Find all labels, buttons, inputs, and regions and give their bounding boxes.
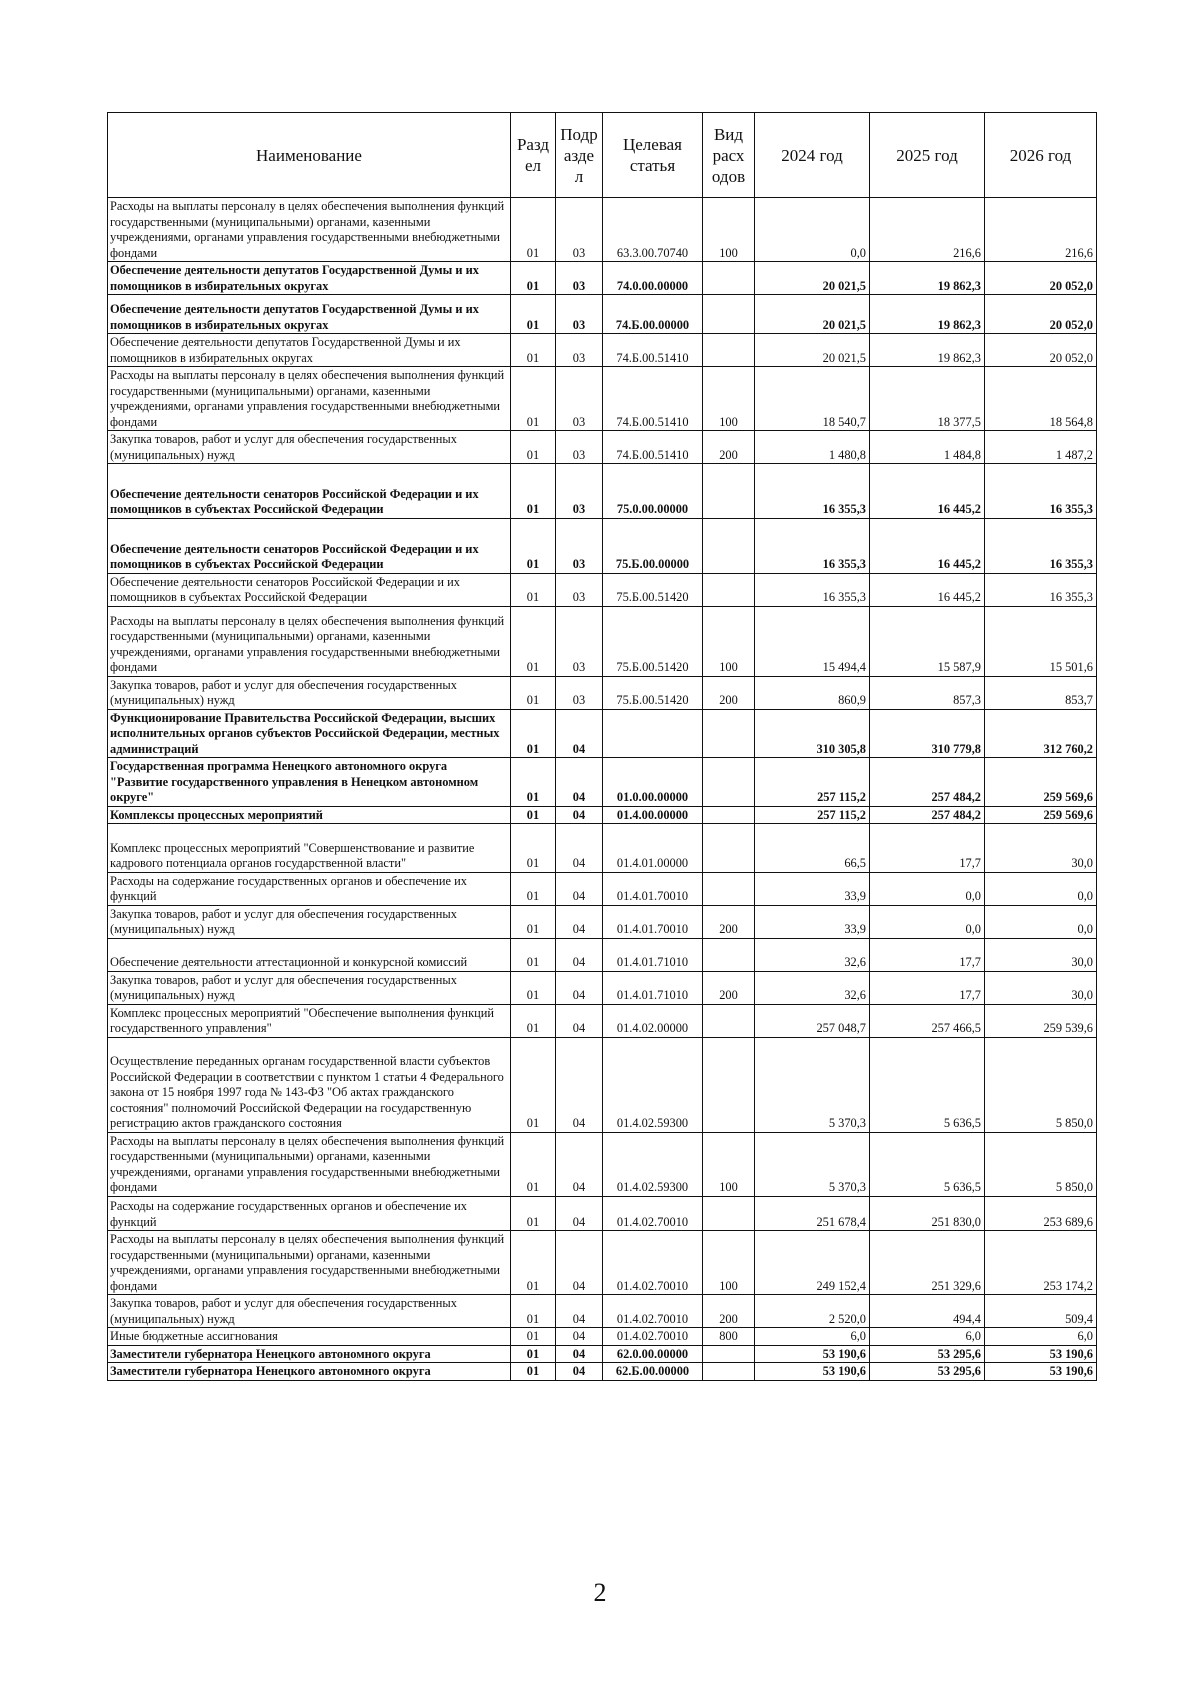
table-row [108,938,1097,971]
row-amount-2025-cell: 19 862,3 [870,334,985,367]
table-row [108,806,1097,824]
row-subsection-cell: 03 [556,573,603,606]
row-section-cell: 01 [511,676,556,709]
table-row [108,464,1097,519]
row-name-cell: Расходы на выплаты персоналу в целях обеспечения выполнения функций государственными (муниципальными) органами, казенными учреждениями, органами управления государственными внебюджетными фондами [108,367,511,431]
row-name-cell: Обеспечение деятельности сенаторов Российской Федерации и их помощников в субъектах Российской Федерации [108,518,511,573]
row-amount-2026-cell: 18 564,8 [985,367,1097,431]
row-section-cell: 01 [511,198,556,262]
row-amount-2026-cell: 216,6 [985,198,1097,262]
budget-table [107,112,1097,1381]
row-name-cell: Комплексы процессных мероприятий [108,806,511,824]
table-row [108,872,1097,905]
row-section-cell: 01 [511,1363,556,1381]
row-subsection-cell: 04 [556,971,603,1004]
row-subsection-cell: 04 [556,1037,603,1132]
header-year-2026: 2026 год [985,113,1097,198]
row-amount-2025-cell: 494,4 [870,1295,985,1328]
row-amount-2025-cell: 16 445,2 [870,518,985,573]
row-amount-2024-cell: 16 355,3 [755,464,870,519]
row-name-cell: Расходы на выплаты персоналу в целях обеспечения выполнения функций государственными (муниципальными) органами, казенными учреждениями, органами управления государственными внебюджетными фондами [108,198,511,262]
row-amount-2024-cell: 32,6 [755,938,870,971]
row-target-article-cell: 01.4.02.59300 [603,1132,703,1196]
header-year-2024: 2024 год [755,113,870,198]
row-amount-2024-cell: 249 152,4 [755,1231,870,1295]
row-amount-2025-cell: 257 466,5 [870,1004,985,1037]
row-target-article-cell: 75.Б.00.00000 [603,518,703,573]
row-name-cell: Закупка товаров, работ и услуг для обеспечения государственных (муниципальных) нужд [108,1295,511,1328]
row-amount-2025-cell: 18 377,5 [870,367,985,431]
row-amount-2025-cell: 257 484,2 [870,806,985,824]
row-amount-2026-cell: 853,7 [985,676,1097,709]
row-name-cell: Комплекс процессных мероприятий "Совершенствование и развитие кадрового потенциала органов государственной власти" [108,824,511,873]
row-amount-2025-cell: 857,3 [870,676,985,709]
table-row [108,573,1097,606]
row-amount-2024-cell: 6,0 [755,1328,870,1346]
row-name-cell: Обеспечение деятельности депутатов Государственной Думы и их помощников в избирательных округах [108,295,511,334]
row-name-cell: Обеспечение деятельности аттестационной и конкурсной комиссий [108,938,511,971]
row-amount-2025-cell: 310 779,8 [870,709,985,758]
table-row [108,1037,1097,1132]
row-section-cell: 01 [511,1345,556,1363]
row-target-article-cell: 62.Б.00.00000 [603,1363,703,1381]
row-name-cell: Комплекс процессных мероприятий "Обеспечение выполнения функций государственного управления" [108,1004,511,1037]
row-amount-2026-cell: 0,0 [985,872,1097,905]
row-target-article-cell: 74.Б.00.51410 [603,367,703,431]
header-subsection: Подр азде л [556,113,603,198]
row-expense-type-cell [703,262,755,295]
row-target-article-cell: 01.4.02.70010 [603,1328,703,1346]
row-amount-2025-cell: 53 295,6 [870,1345,985,1363]
row-amount-2026-cell: 30,0 [985,971,1097,1004]
row-expense-type-cell [703,1196,755,1231]
row-amount-2025-cell: 0,0 [870,872,985,905]
row-subsection-cell: 04 [556,1345,603,1363]
row-expense-type-cell: 100 [703,1132,755,1196]
row-expense-type-cell [703,295,755,334]
table-body [108,198,1097,1381]
row-expense-type-cell [703,334,755,367]
row-expense-type-cell [703,573,755,606]
row-name-cell: Осуществление переданных органам государственной власти субъектов Российской Федерации в соответствии с пунктом 1 статьи 4 Федерального закона от 15 ноября 1997 года № 143-ФЗ "Об актах гражданского состояния" полномочий Российской Федерации на государственную регистрацию актов гражданского состояния [108,1037,511,1132]
row-amount-2025-cell: 17,7 [870,938,985,971]
row-subsection-cell: 03 [556,262,603,295]
row-amount-2026-cell: 53 190,6 [985,1345,1097,1363]
row-amount-2026-cell: 16 355,3 [985,518,1097,573]
row-section-cell: 01 [511,262,556,295]
row-expense-type-cell: 100 [703,198,755,262]
row-amount-2024-cell: 5 370,3 [755,1132,870,1196]
page-number: 2 [593,1578,607,1607]
row-expense-type-cell [703,806,755,824]
row-amount-2025-cell: 17,7 [870,824,985,873]
row-amount-2025-cell: 16 445,2 [870,573,985,606]
row-name-cell: Государственная программа Ненецкого автономного округа "Развитие государственного управления в Ненецком автономном округе" [108,758,511,807]
table-row [108,334,1097,367]
row-target-article-cell: 75.0.00.00000 [603,464,703,519]
row-subsection-cell: 04 [556,758,603,807]
row-section-cell: 01 [511,573,556,606]
row-amount-2026-cell: 1 487,2 [985,431,1097,464]
row-section-cell: 01 [511,872,556,905]
row-name-cell: Обеспечение деятельности депутатов Государственной Думы и их помощников в избирательных округах [108,262,511,295]
header-name: Наименование [108,113,511,198]
row-section-cell: 01 [511,367,556,431]
row-target-article-cell: 74.Б.00.51410 [603,431,703,464]
table-row [108,905,1097,938]
row-subsection-cell: 04 [556,806,603,824]
table-row [108,1345,1097,1363]
row-amount-2025-cell: 216,6 [870,198,985,262]
row-section-cell: 01 [511,971,556,1004]
table-row [108,1004,1097,1037]
row-amount-2024-cell: 257 115,2 [755,806,870,824]
row-subsection-cell: 04 [556,938,603,971]
row-amount-2026-cell: 16 355,3 [985,464,1097,519]
row-target-article-cell: 75.Б.00.51420 [603,606,703,676]
row-amount-2025-cell: 251 830,0 [870,1196,985,1231]
header-target-article: Целевая статья [603,113,703,198]
row-expense-type-cell: 100 [703,606,755,676]
row-amount-2026-cell: 6,0 [985,1328,1097,1346]
row-name-cell: Расходы на выплаты персоналу в целях обеспечения выполнения функций государственными (муниципальными) органами, казенными учреждениями, органами управления государственными внебюджетными фондами [108,1231,511,1295]
header-year-2025: 2025 год [870,113,985,198]
row-section-cell: 01 [511,758,556,807]
table-row [108,1231,1097,1295]
row-section-cell: 01 [511,1037,556,1132]
row-name-cell: Расходы на содержание государственных органов и обеспечение их функций [108,1196,511,1231]
row-target-article-cell: 01.4.01.00000 [603,824,703,873]
row-amount-2024-cell: 32,6 [755,971,870,1004]
row-section-cell: 01 [511,1231,556,1295]
row-section-cell: 01 [511,709,556,758]
row-expense-type-cell [703,872,755,905]
row-amount-2026-cell: 30,0 [985,824,1097,873]
row-amount-2026-cell: 53 190,6 [985,1363,1097,1381]
row-name-cell: Заместители губернатора Ненецкого автономного округа [108,1345,511,1363]
row-amount-2024-cell: 15 494,4 [755,606,870,676]
row-amount-2026-cell: 5 850,0 [985,1037,1097,1132]
row-subsection-cell: 04 [556,1196,603,1231]
row-name-cell: Закупка товаров, работ и услуг для обеспечения государственных (муниципальных) нужд [108,431,511,464]
table-row [108,606,1097,676]
table-row [108,676,1097,709]
row-amount-2026-cell: 20 052,0 [985,262,1097,295]
row-amount-2024-cell: 18 540,7 [755,367,870,431]
row-amount-2025-cell: 53 295,6 [870,1363,985,1381]
row-target-article-cell: 75.Б.00.51420 [603,573,703,606]
row-subsection-cell: 04 [556,1363,603,1381]
table-row [108,1132,1097,1196]
table-row [108,971,1097,1004]
row-target-article-cell: 75.Б.00.51420 [603,676,703,709]
row-amount-2026-cell: 253 689,6 [985,1196,1097,1231]
row-amount-2024-cell: 53 190,6 [755,1363,870,1381]
row-amount-2025-cell: 251 329,6 [870,1231,985,1295]
row-amount-2026-cell: 16 355,3 [985,573,1097,606]
row-target-article-cell: 01.4.01.71010 [603,938,703,971]
row-amount-2025-cell: 5 636,5 [870,1132,985,1196]
row-amount-2024-cell: 66,5 [755,824,870,873]
row-section-cell: 01 [511,1004,556,1037]
row-section-cell: 01 [511,1328,556,1346]
row-amount-2024-cell: 5 370,3 [755,1037,870,1132]
row-section-cell: 01 [511,518,556,573]
table-row [108,824,1097,873]
row-section-cell: 01 [511,905,556,938]
row-target-article-cell: 74.Б.00.00000 [603,295,703,334]
row-amount-2026-cell: 20 052,0 [985,334,1097,367]
row-target-article-cell: 74.Б.00.51410 [603,334,703,367]
row-target-article-cell: 74.0.00.00000 [603,262,703,295]
row-amount-2024-cell: 33,9 [755,905,870,938]
row-target-article-cell: 62.0.00.00000 [603,1345,703,1363]
table-row [108,198,1097,262]
row-subsection-cell: 03 [556,606,603,676]
table-row [108,295,1097,334]
row-name-cell: Функционирование Правительства Российской Федерации, высших исполнительных органов субъектов Российской Федерации, местных администраций [108,709,511,758]
row-amount-2025-cell: 5 636,5 [870,1037,985,1132]
row-section-cell: 01 [511,938,556,971]
row-amount-2024-cell: 257 115,2 [755,758,870,807]
row-subsection-cell: 04 [556,905,603,938]
row-amount-2024-cell: 860,9 [755,676,870,709]
table-row [108,431,1097,464]
row-subsection-cell: 03 [556,295,603,334]
row-section-cell: 01 [511,295,556,334]
row-subsection-cell: 04 [556,1295,603,1328]
row-target-article-cell: 01.0.00.00000 [603,758,703,807]
row-amount-2026-cell: 15 501,6 [985,606,1097,676]
row-name-cell: Заместители губернатора Ненецкого автономного округа [108,1363,511,1381]
row-amount-2024-cell: 20 021,5 [755,295,870,334]
row-subsection-cell: 03 [556,518,603,573]
row-section-cell: 01 [511,1132,556,1196]
row-expense-type-cell [703,1345,755,1363]
header-expense-type: Вид расх одов [703,113,755,198]
row-amount-2024-cell: 33,9 [755,872,870,905]
table-row [108,1328,1097,1346]
row-target-article-cell: 63.3.00.70740 [603,198,703,262]
row-target-article-cell: 01.4.02.70010 [603,1231,703,1295]
row-amount-2026-cell: 20 052,0 [985,295,1097,334]
row-amount-2024-cell: 53 190,6 [755,1345,870,1363]
row-target-article-cell: 01.4.01.71010 [603,971,703,1004]
row-amount-2024-cell: 1 480,8 [755,431,870,464]
row-subsection-cell: 04 [556,1231,603,1295]
row-section-cell: 01 [511,1196,556,1231]
row-target-article-cell: 01.4.02.59300 [603,1037,703,1132]
table-row [108,1295,1097,1328]
row-expense-type-cell: 200 [703,905,755,938]
row-name-cell: Иные бюджетные ассигнования [108,1328,511,1346]
row-amount-2025-cell: 15 587,9 [870,606,985,676]
row-section-cell: 01 [511,431,556,464]
row-amount-2024-cell: 257 048,7 [755,1004,870,1037]
row-section-cell: 01 [511,1295,556,1328]
row-target-article-cell: 01.4.02.70010 [603,1295,703,1328]
row-name-cell: Обеспечение деятельности сенаторов Российской Федерации и их помощников в субъектах Российской Федерации [108,573,511,606]
header-section: Разд ел [511,113,556,198]
row-amount-2025-cell: 16 445,2 [870,464,985,519]
row-expense-type-cell: 200 [703,676,755,709]
row-amount-2024-cell: 16 355,3 [755,573,870,606]
row-amount-2025-cell: 6,0 [870,1328,985,1346]
row-subsection-cell: 03 [556,464,603,519]
row-section-cell: 01 [511,806,556,824]
row-subsection-cell: 03 [556,198,603,262]
table-row [108,367,1097,431]
row-amount-2026-cell: 259 569,6 [985,758,1097,807]
row-amount-2026-cell: 259 569,6 [985,806,1097,824]
row-name-cell: Расходы на содержание государственных органов и обеспечение их функций [108,872,511,905]
row-amount-2025-cell: 0,0 [870,905,985,938]
row-amount-2025-cell: 1 484,8 [870,431,985,464]
table-row [108,1196,1097,1231]
row-name-cell: Обеспечение деятельности сенаторов Российской Федерации и их помощников в субъектах Российской Федерации [108,464,511,519]
row-section-cell: 01 [511,464,556,519]
table-row [108,758,1097,807]
row-name-cell: Расходы на выплаты персоналу в целях обеспечения выполнения функций государственными (муниципальными) органами, казенными учреждениями, органами управления государственными внебюджетными фондами [108,606,511,676]
row-expense-type-cell: 100 [703,367,755,431]
row-amount-2026-cell: 509,4 [985,1295,1097,1328]
row-expense-type-cell [703,1004,755,1037]
row-section-cell: 01 [511,606,556,676]
row-subsection-cell: 03 [556,334,603,367]
row-amount-2025-cell: 257 484,2 [870,758,985,807]
table-row [108,262,1097,295]
table-row [108,1363,1097,1381]
row-section-cell: 01 [511,824,556,873]
row-target-article-cell: 01.4.02.00000 [603,1004,703,1037]
row-subsection-cell: 04 [556,1004,603,1037]
row-name-cell: Обеспечение деятельности депутатов Государственной Думы и их помощников в избирательных округах [108,334,511,367]
row-amount-2025-cell: 19 862,3 [870,262,985,295]
row-amount-2026-cell: 253 174,2 [985,1231,1097,1295]
row-target-article-cell: 01.4.01.70010 [603,872,703,905]
row-expense-type-cell [703,464,755,519]
row-amount-2024-cell: 16 355,3 [755,518,870,573]
row-name-cell: Расходы на выплаты персоналу в целях обеспечения выполнения функций государственными (муниципальными) органами, казенными учреждениями, органами управления государственными внебюджетными фондами [108,1132,511,1196]
row-target-article-cell: 01.4.01.70010 [603,905,703,938]
row-amount-2026-cell: 30,0 [985,938,1097,971]
row-name-cell: Закупка товаров, работ и услуг для обеспечения государственных (муниципальных) нужд [108,905,511,938]
row-subsection-cell: 03 [556,431,603,464]
row-amount-2024-cell: 310 305,8 [755,709,870,758]
row-subsection-cell: 03 [556,367,603,431]
row-amount-2024-cell: 20 021,5 [755,334,870,367]
row-amount-2026-cell: 5 850,0 [985,1132,1097,1196]
row-expense-type-cell [703,1037,755,1132]
row-name-cell: Закупка товаров, работ и услуг для обеспечения государственных (муниципальных) нужд [108,971,511,1004]
row-target-article-cell: 01.4.02.70010 [603,1196,703,1231]
row-expense-type-cell [703,824,755,873]
row-subsection-cell: 04 [556,872,603,905]
row-amount-2024-cell: 251 678,4 [755,1196,870,1231]
row-expense-type-cell: 100 [703,1231,755,1295]
row-subsection-cell: 04 [556,1132,603,1196]
row-target-article-cell [603,709,703,758]
row-expense-type-cell: 200 [703,431,755,464]
row-amount-2026-cell: 0,0 [985,905,1097,938]
row-expense-type-cell: 200 [703,1295,755,1328]
row-name-cell: Закупка товаров, работ и услуг для обеспечения государственных (муниципальных) нужд [108,676,511,709]
row-expense-type-cell: 200 [703,971,755,1004]
row-expense-type-cell [703,938,755,971]
row-expense-type-cell [703,1363,755,1381]
row-expense-type-cell [703,758,755,807]
row-subsection-cell: 03 [556,676,603,709]
row-subsection-cell: 04 [556,824,603,873]
row-amount-2024-cell: 20 021,5 [755,262,870,295]
row-amount-2025-cell: 17,7 [870,971,985,1004]
row-subsection-cell: 04 [556,1328,603,1346]
row-amount-2024-cell: 2 520,0 [755,1295,870,1328]
table-row [108,518,1097,573]
row-target-article-cell: 01.4.00.00000 [603,806,703,824]
table-header-row [108,113,1097,198]
table-row [108,709,1097,758]
row-amount-2026-cell: 312 760,2 [985,709,1097,758]
row-amount-2025-cell: 19 862,3 [870,295,985,334]
row-amount-2026-cell: 259 539,6 [985,1004,1097,1037]
row-expense-type-cell: 800 [703,1328,755,1346]
row-expense-type-cell [703,518,755,573]
row-amount-2024-cell: 0,0 [755,198,870,262]
row-subsection-cell: 04 [556,709,603,758]
row-expense-type-cell [703,709,755,758]
row-section-cell: 01 [511,334,556,367]
